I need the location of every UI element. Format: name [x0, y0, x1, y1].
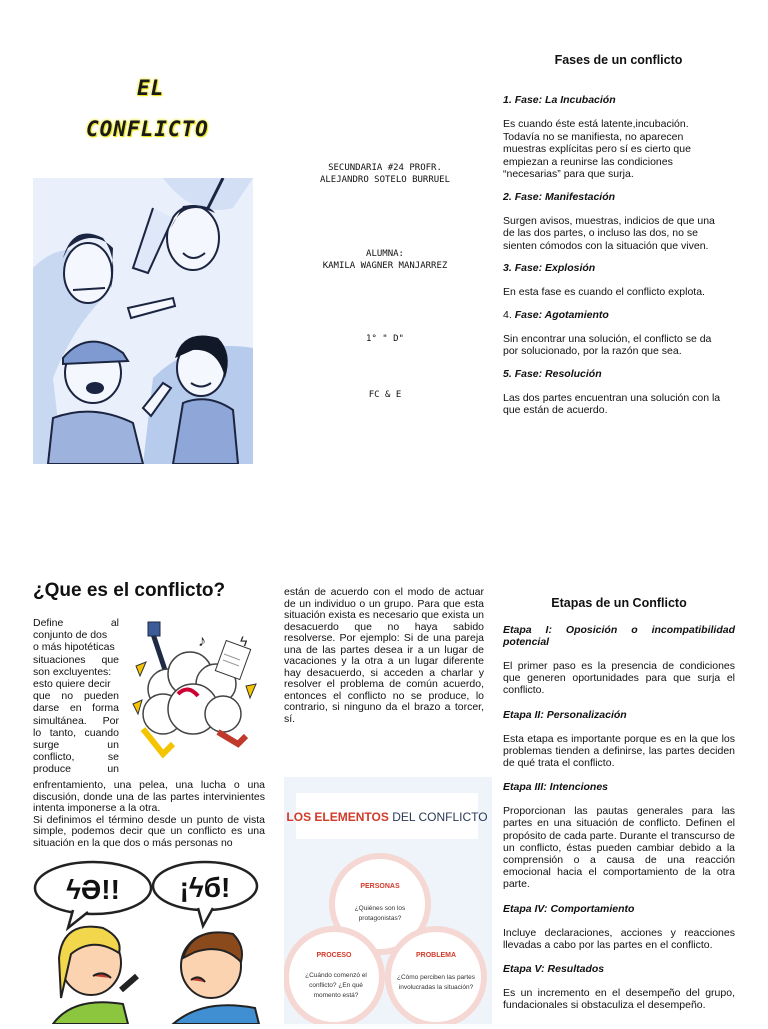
elements-title-rest: DEL CONFLICTO [388, 810, 488, 824]
stage-text: Proporcionan las pautas generales para las partes en una situación de conflicto. Definen el propósito de cada parte. Durante el transcurso de un conflicto, éstas pueden cambiar debido a la comprensión o a causa de una reacción emocional hacia el comportamiento de la otra parte. [503, 805, 735, 891]
phase-number: 1. [503, 94, 512, 106]
phase-number: 4. [503, 308, 512, 321]
svg-text:ϟ: ϟ [240, 633, 248, 649]
definition-line: Define al [33, 617, 119, 629]
stage-heading: Etapa I: Oposición o incompatibilidad potencial [503, 624, 735, 648]
phase-text: En esta fase es cuando el conflicto explota. [503, 286, 705, 298]
stage-text: Incluye declaraciones, acciones y reacciones llevadas a cabo por las partes en el conflicto. [503, 926, 735, 951]
phase-heading: Fase: Explosión [514, 262, 596, 274]
personas-label: PERSONAS [360, 883, 400, 890]
problema-label: PROBLEMA [415, 952, 457, 959]
student-name: ALUMNA: KAMILA WAGNER MANJARREZ [322, 249, 448, 271]
stage-text: El primer paso es la presencia de condiciones que generen oportunidades para que surja el conflicto. [503, 660, 735, 697]
proceso-question-2: conflicto? ¿En qué [309, 982, 363, 989]
proceso-question-3: momento está? [313, 992, 359, 999]
stage-item [503, 963, 735, 1011]
cover-title-line1: EL [137, 76, 165, 100]
subject-label: FC & E [368, 390, 402, 400]
phase-item [503, 94, 728, 181]
phases-title: Fases de un conflicto [554, 53, 683, 67]
definition-line: que no pueden [33, 690, 119, 703]
definition-line: darse en forma [33, 702, 119, 715]
definition-line: simultánea. Por [33, 714, 119, 727]
definition-text-2: Si definimos el término desde un punto de vista simple, podemos decir que un conflicto es una situación en la que dos o más personas no [33, 813, 265, 849]
fight-cloud-illustration [128, 614, 264, 774]
arguing-people-illustration [33, 178, 253, 464]
stage-heading: Etapa II: Personalización [503, 708, 627, 721]
stages-list [503, 624, 735, 1011]
definition-line: produce un [33, 763, 119, 776]
stage-text: Es un incremento en el desempeño del grupo, fundacionales si obstaculiza el desempeño. [503, 987, 735, 1012]
stage-heading: Etapa V: Resultados [503, 963, 605, 976]
definition-line: situaciones que [33, 653, 119, 666]
bubble-left-text: ϟƏ!! [66, 874, 120, 905]
stage-text: Esta etapa es importante porque es en la que los problemas tienden a definirse, las partes deciden de qué trata el conflicto. [503, 732, 735, 770]
proceso-question-1: ¿Cuándo comenzó el [305, 972, 367, 979]
definition-line: esto quiere decir [33, 678, 111, 691]
svg-text:LOS ELEMENTOS DEL CONFLICTO [286, 810, 487, 824]
phase-number: 5. [503, 367, 512, 380]
problema-question-2: involucradas la situación? [398, 984, 474, 991]
definition-wide-text [33, 780, 265, 849]
phase-item [503, 309, 728, 358]
phase-item [503, 368, 728, 417]
definition-line: surge un [33, 739, 119, 752]
stage-item [503, 903, 735, 951]
stages-title: Etapas de un Conflicto [551, 596, 687, 610]
phase-text: Surgen avisos, muestras, indicios de que una de las dos partes, o incluso las dos, no se sienten cómodos con la situación que viven. [503, 214, 715, 252]
definition-continued-text: están de acuerdo con el modo de actuar de un individuo o un grupo. Para que esta situación exista es necesario que exista un desacuerdo que no haya sabido resolverse. Por ejemplo: Si de una pareja una de las partes desea ir a un lugar de vacaciones y la otra a un lugar diferente hay desacuerdo, si acceden a charlar y resolver el problema de común acuerdo, entonces el conflicto no se produce, lo contrario, si ninguno da el brazo a torcer, sí. [284, 586, 484, 725]
definition-line: conjunto de dos [33, 629, 108, 642]
definition-line: lo tanto, cuando [33, 726, 119, 739]
phases-list [503, 94, 728, 417]
stage-item [503, 624, 735, 697]
svg-text:♪: ♪ [198, 633, 206, 650]
cover-title-line2: CONFLICTO [86, 117, 209, 141]
phase-item [503, 191, 728, 253]
elements-diagram [284, 777, 492, 1024]
definition-line: son excluyentes: [33, 665, 112, 678]
bubble-right-text: ¡ϟб! [179, 872, 231, 903]
what-title: ¿Que es el conflicto? [33, 580, 226, 601]
proceso-label: PROCESO [316, 952, 352, 959]
phase-number: 3. [503, 262, 512, 274]
phase-item [503, 262, 728, 299]
phase-heading: Fase: La Incubación [514, 94, 616, 106]
phase-number: 2. [503, 190, 512, 203]
personas-question-1: ¿Quiénes son los [354, 905, 406, 912]
stage-heading: Etapa IV: Comportamiento [503, 902, 635, 915]
arguing-kids-illustration [33, 858, 265, 1024]
phase-text: Las dos partes encuentran una solución con la que están de acuerdo. [503, 391, 721, 416]
phase-heading: Fase: Manifestación [514, 190, 616, 203]
stage-item [503, 781, 735, 890]
stage-item [503, 709, 735, 770]
definition-line: o más hipotéticas [33, 641, 115, 654]
phase-text: Sin encontrar una solución, el conflicto se da por solucionado, por la razón que sea. [503, 332, 712, 357]
grade-label: 1° " D" [366, 334, 404, 344]
elements-title-red: LOS ELEMENTOS [286, 810, 389, 824]
definition-narrow-column [33, 617, 119, 776]
definition-line: conflicto, se [33, 751, 119, 764]
phase-heading: Fase: Agotamiento [514, 308, 609, 321]
stage-heading: Etapa III: Intenciones [503, 781, 609, 794]
definition-text-1: enfrentamiento, una pelea, una lucha o una discusión, donde una de las partes intervinientes intenta imponerse a la otra. [33, 779, 265, 814]
personas-question-2: protagonistas? [358, 915, 402, 922]
phase-heading: Fase: Resolución [514, 367, 602, 380]
problema-question-1: ¿Cómo perciben las partes [396, 974, 476, 981]
school-name: SECUNDARIA #24 PROFR. ALEJANDRO SOTELO BURRUEL [319, 163, 451, 185]
phase-text: Es cuando éste está latente,incubación. Todavía no se manifiesta, no aparecen muestras explícitas pero sí es cierto que empiezan a reunirse las condiciones “necesarias” para que surja. [503, 118, 691, 180]
